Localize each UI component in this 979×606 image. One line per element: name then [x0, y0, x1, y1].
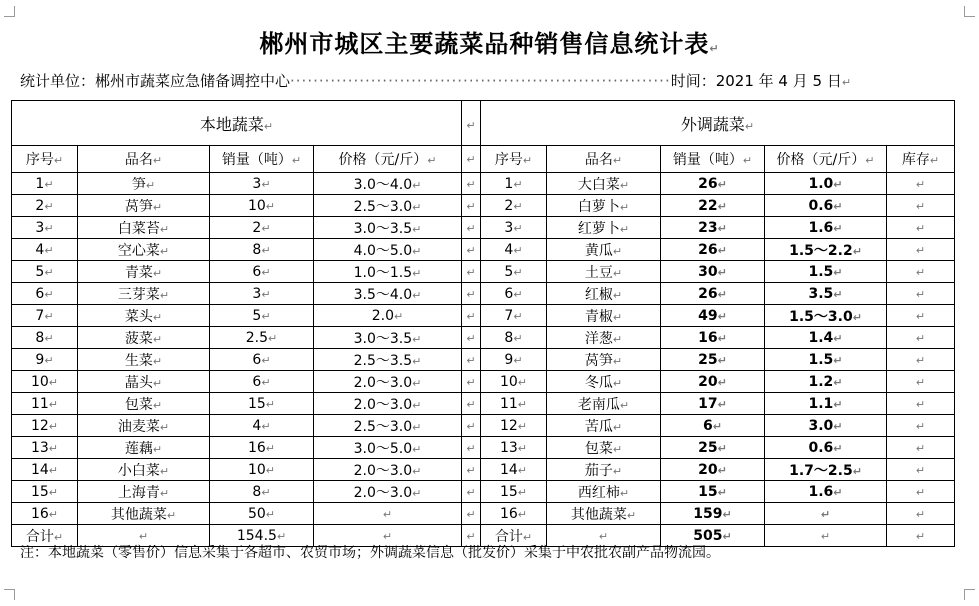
separator-cell: ↵ — [462, 305, 481, 327]
empty-cell: ↵ — [314, 525, 462, 547]
separator-cell: ↵ — [462, 261, 481, 283]
imported-price-cell: 1.2↵ — [765, 371, 887, 393]
table-row — [12, 261, 955, 283]
local-group-title: 本地蔬菜↵ — [12, 101, 462, 146]
local-name-cell: 上海青↵ — [78, 481, 210, 503]
local-price-cell: 2.0～3.0↵ — [314, 481, 462, 503]
imported-price-cell: 3.5↵ — [765, 283, 887, 305]
separator-cell: ↵ — [462, 371, 481, 393]
imported-stock-cell: ↵ — [887, 503, 955, 525]
local-volume-cell: 50↵ — [210, 503, 314, 525]
local-price-cell: 4.0～5.0↵ — [314, 239, 462, 261]
local-column-header: 价格（元/斤）↵ — [314, 146, 462, 173]
imported-stock-cell: ↵ — [887, 459, 955, 481]
imported-price-cell: 1.5↵ — [765, 261, 887, 283]
local-volume-cell: 8↵ — [210, 481, 314, 503]
separator-cell: ↵ — [462, 481, 481, 503]
imported-name-cell: 其他蔬菜↵ — [547, 503, 661, 525]
imported-volume-cell: 22↵ — [661, 195, 765, 217]
imported-index-cell: 8↵ — [481, 327, 547, 349]
imported-price-cell: 3.0↵ — [765, 415, 887, 437]
imported-name-cell: 老南瓜↵ — [547, 393, 661, 415]
imported-column-header: 品名↵ — [547, 146, 661, 173]
imported-index-cell: 16↵ — [481, 503, 547, 525]
imported-name-cell: 苦瓜↵ — [547, 415, 661, 437]
imported-index-cell: 1↵ — [481, 173, 547, 195]
separator-cell: ↵ — [462, 146, 481, 173]
imported-volume-cell: 25↵ — [661, 349, 765, 371]
local-volume-cell: 6↵ — [210, 261, 314, 283]
table-row — [12, 305, 955, 327]
sales-table — [11, 100, 955, 547]
page-corner-mark — [964, 6, 975, 17]
title-text: 郴州市城区主要蔬菜品种销售信息统计表 — [259, 30, 710, 58]
table-row — [12, 239, 955, 261]
table-row — [12, 371, 955, 393]
imported-index-cell: 4↵ — [481, 239, 547, 261]
table-row — [12, 437, 955, 459]
document-title — [0, 24, 979, 59]
imported-name-cell: 土豆↵ — [547, 261, 661, 283]
imported-stock-cell: ↵ — [887, 283, 955, 305]
local-name-cell: 空心菜↵ — [78, 239, 210, 261]
local-name-cell: 菠菜↵ — [78, 327, 210, 349]
imported-price-cell: 0.6↵ — [765, 437, 887, 459]
separator-cell: ↵ — [462, 327, 481, 349]
imported-price-cell: 1.6↵ — [765, 481, 887, 503]
leader-dots: ·································································· — [290, 72, 671, 90]
imported-stock-cell: ↵ — [887, 371, 955, 393]
page-corner-mark — [4, 6, 15, 17]
separator-cell: ↵ — [462, 415, 481, 437]
imported-price-cell: ↵ — [765, 503, 887, 525]
imported-price-cell: 1.5～3.0↵ — [765, 305, 887, 327]
separator-cell: ↵ — [462, 503, 481, 525]
local-index-cell: 10↵ — [12, 371, 78, 393]
imported-price-cell: 1.7～2.5↵ — [765, 459, 887, 481]
imported-stock-cell: ↵ — [887, 239, 955, 261]
imported-stock-cell: ↵ — [887, 415, 955, 437]
imported-column-header: 销量（吨）↵ — [661, 146, 765, 173]
local-volume-cell: 6↵ — [210, 349, 314, 371]
local-index-cell: 11↵ — [12, 393, 78, 415]
imported-volume-cell: 15↵ — [661, 481, 765, 503]
imported-index-cell: 14↵ — [481, 459, 547, 481]
local-name-cell: 小白菜↵ — [78, 459, 210, 481]
paragraph-mark-icon: ↵ — [841, 76, 852, 89]
imported-price-cell: 0.6↵ — [765, 195, 887, 217]
table-body — [12, 101, 955, 547]
page-corner-mark — [4, 589, 15, 600]
local-name-cell: 蕌头↵ — [78, 371, 210, 393]
local-total-label: 合计↵ — [12, 525, 78, 547]
local-volume-cell: 4↵ — [210, 415, 314, 437]
imported-volume-cell: 20↵ — [661, 459, 765, 481]
imported-index-cell: 6↵ — [481, 283, 547, 305]
local-index-cell: 2↵ — [12, 195, 78, 217]
local-price-cell: 2.5～3.0↵ — [314, 415, 462, 437]
local-index-cell: 7↵ — [12, 305, 78, 327]
imported-volume-cell: 16↵ — [661, 327, 765, 349]
imported-stock-cell: ↵ — [887, 349, 955, 371]
local-column-header: 品名↵ — [78, 146, 210, 173]
local-price-cell: 3.0～4.0↵ — [314, 173, 462, 195]
local-index-cell: 1↵ — [12, 173, 78, 195]
local-index-cell: 13↵ — [12, 437, 78, 459]
separator-cell: ↵ — [462, 195, 481, 217]
imported-volume-cell: 26↵ — [661, 173, 765, 195]
imported-index-cell: 13↵ — [481, 437, 547, 459]
table-row — [12, 327, 955, 349]
local-price-cell: 3.0～5.0↵ — [314, 437, 462, 459]
local-name-cell: 三芽菜↵ — [78, 283, 210, 305]
imported-index-cell: 12↵ — [481, 415, 547, 437]
table-row — [12, 393, 955, 415]
imported-price-cell: 1.5～2.2↵ — [765, 239, 887, 261]
imported-stock-cell: ↵ — [887, 393, 955, 415]
local-price-cell: 2.0～3.0↵ — [314, 459, 462, 481]
local-column-header: 序号↵ — [12, 146, 78, 173]
imported-name-cell: 黄瓜↵ — [547, 239, 661, 261]
local-name-cell: 笋↵ — [78, 173, 210, 195]
imported-price-cell: 1.1↵ — [765, 393, 887, 415]
separator-cell: ↵ — [462, 525, 481, 547]
table-row — [12, 217, 955, 239]
imported-index-cell: 2↵ — [481, 195, 547, 217]
table-row — [12, 173, 955, 195]
local-volume-cell: 2↵ — [210, 217, 314, 239]
imported-index-cell: 9↵ — [481, 349, 547, 371]
imported-name-cell: 冬瓜↵ — [547, 371, 661, 393]
imported-name-cell: 青椒↵ — [547, 305, 661, 327]
imported-name-cell: 红椒↵ — [547, 283, 661, 305]
local-price-cell: ↵ — [314, 503, 462, 525]
local-name-cell: 其他蔬菜↵ — [78, 503, 210, 525]
imported-price-cell: 1.4↵ — [765, 327, 887, 349]
local-total-value: 154.5↵ — [210, 525, 314, 547]
local-price-cell: 2.5～3.5↵ — [314, 349, 462, 371]
table-row — [12, 283, 955, 305]
local-price-cell: 3.0～3.5↵ — [314, 217, 462, 239]
imported-name-cell: 大白菜↵ — [547, 173, 661, 195]
imported-volume-cell: 17↵ — [661, 393, 765, 415]
local-volume-cell: 5↵ — [210, 305, 314, 327]
imported-index-cell: 11↵ — [481, 393, 547, 415]
local-volume-cell: 16↵ — [210, 437, 314, 459]
local-price-cell: 3.5～4.0↵ — [314, 283, 462, 305]
imported-volume-cell: 23↵ — [661, 217, 765, 239]
local-name-cell: 莲藕↵ — [78, 437, 210, 459]
imported-group-title: 外调蔬菜↵ — [481, 101, 955, 146]
empty-cell: ↵ — [765, 525, 887, 547]
local-name-cell: 白菜苔↵ — [78, 217, 210, 239]
separator-cell: ↵ — [462, 393, 481, 415]
local-index-cell: 14↵ — [12, 459, 78, 481]
imported-volume-cell: 26↵ — [661, 283, 765, 305]
imported-volume-cell: 30↵ — [661, 261, 765, 283]
imported-stock-cell: ↵ — [887, 327, 955, 349]
imported-index-cell: 7↵ — [481, 305, 547, 327]
imported-stock-cell: ↵ — [887, 261, 955, 283]
imported-stock-cell: ↵ — [887, 195, 955, 217]
local-price-cell: 2.0～3.0↵ — [314, 371, 462, 393]
table-row — [12, 503, 955, 525]
separator-cell: ↵ — [462, 437, 481, 459]
empty-cell: ↵ — [547, 525, 661, 547]
footnote: 注：本地蔬菜（零售价）信息采集于各超市、农贸市场；外调蔬菜信息（批发价）采集于中农批农副产品物流园。 — [20, 545, 720, 561]
imported-name-cell: 红萝卜↵ — [547, 217, 661, 239]
local-index-cell: 15↵ — [12, 481, 78, 503]
imported-column-header: 序号↵ — [481, 146, 547, 173]
paragraph-mark-icon: ↵ — [709, 42, 720, 55]
local-price-cell: 2.0～3.0↵ — [314, 393, 462, 415]
imported-volume-cell: 25↵ — [661, 437, 765, 459]
imported-volume-cell: 49↵ — [661, 305, 765, 327]
local-index-cell: 16↵ — [12, 503, 78, 525]
imported-column-header: 库存↵ — [887, 146, 955, 173]
date-label: 时间：2021 年 4 月 5 日 — [670, 72, 842, 90]
local-volume-cell: 3↵ — [210, 173, 314, 195]
imported-index-cell: 15↵ — [481, 481, 547, 503]
separator-cell: ↵ — [462, 217, 481, 239]
imported-price-cell: 1.5↵ — [765, 349, 887, 371]
local-index-cell: 6↵ — [12, 283, 78, 305]
separator-cell: ↵ — [462, 349, 481, 371]
separator-cell: ↵ — [462, 283, 481, 305]
imported-price-cell: 1.0↵ — [765, 173, 887, 195]
imported-index-cell: 5↵ — [481, 261, 547, 283]
table-row — [12, 349, 955, 371]
column-header-row — [12, 146, 955, 173]
separator-cell: ↵ — [462, 239, 481, 261]
local-index-cell: 5↵ — [12, 261, 78, 283]
separator-cell: ↵ — [462, 101, 481, 146]
local-name-cell: 青菜↵ — [78, 261, 210, 283]
imported-name-cell: 茄子↵ — [547, 459, 661, 481]
imported-volume-cell: 26↵ — [661, 239, 765, 261]
imported-name-cell: 包菜↵ — [547, 437, 661, 459]
local-name-cell: 包菜↵ — [78, 393, 210, 415]
table-row — [12, 415, 955, 437]
local-index-cell: 4↵ — [12, 239, 78, 261]
imported-total-value: 505↵ — [661, 525, 765, 547]
imported-name-cell: 洋葱↵ — [547, 327, 661, 349]
local-price-cell: 2.0↵ — [314, 305, 462, 327]
local-column-header: 销量（吨）↵ — [210, 146, 314, 173]
local-volume-cell: 10↵ — [210, 459, 314, 481]
unit-label: 统计单位：郴州市蔬菜应急储备调控中心 — [20, 72, 291, 90]
local-price-cell: 1.0～1.5↵ — [314, 261, 462, 283]
local-price-cell: 2.5～3.0↵ — [314, 195, 462, 217]
table-row — [12, 481, 955, 503]
meta-line — [20, 70, 920, 91]
group-header-row — [12, 101, 955, 146]
separator-cell: ↵ — [462, 459, 481, 481]
imported-price-cell: 1.6↵ — [765, 217, 887, 239]
empty-cell: ↵ — [887, 525, 955, 547]
imported-stock-cell: ↵ — [887, 305, 955, 327]
imported-volume-cell: 159↵ — [661, 503, 765, 525]
separator-cell: ↵ — [462, 173, 481, 195]
imported-column-header: 价格（元/斤）↵ — [765, 146, 887, 173]
local-index-cell: 12↵ — [12, 415, 78, 437]
imported-volume-cell: 20↵ — [661, 371, 765, 393]
imported-total-label: 合计↵ — [481, 525, 547, 547]
imported-index-cell: 3↵ — [481, 217, 547, 239]
local-volume-cell: 15↵ — [210, 393, 314, 415]
local-volume-cell: 2.5↵ — [210, 327, 314, 349]
imported-stock-cell: ↵ — [887, 173, 955, 195]
local-volume-cell: 3↵ — [210, 283, 314, 305]
local-name-cell: 菜头↵ — [78, 305, 210, 327]
imported-name-cell: 白萝卜↵ — [547, 195, 661, 217]
local-index-cell: 9↵ — [12, 349, 78, 371]
local-index-cell: 8↵ — [12, 327, 78, 349]
imported-volume-cell: 6↵ — [661, 415, 765, 437]
imported-stock-cell: ↵ — [887, 217, 955, 239]
local-volume-cell: 8↵ — [210, 239, 314, 261]
empty-cell: ↵ — [78, 525, 210, 547]
imported-stock-cell: ↵ — [887, 481, 955, 503]
imported-index-cell: 10↵ — [481, 371, 547, 393]
page-corner-mark — [964, 589, 975, 600]
local-name-cell: 油麦菜↵ — [78, 415, 210, 437]
table-row — [12, 459, 955, 481]
local-price-cell: 3.0～3.5↵ — [314, 327, 462, 349]
table-row — [12, 195, 955, 217]
local-volume-cell: 6↵ — [210, 371, 314, 393]
imported-name-cell: 莴笋↵ — [547, 349, 661, 371]
local-name-cell: 生菜↵ — [78, 349, 210, 371]
local-name-cell: 莴笋↵ — [78, 195, 210, 217]
local-index-cell: 3↵ — [12, 217, 78, 239]
imported-name-cell: 西红柿↵ — [547, 481, 661, 503]
imported-stock-cell: ↵ — [887, 437, 955, 459]
local-volume-cell: 10↵ — [210, 195, 314, 217]
